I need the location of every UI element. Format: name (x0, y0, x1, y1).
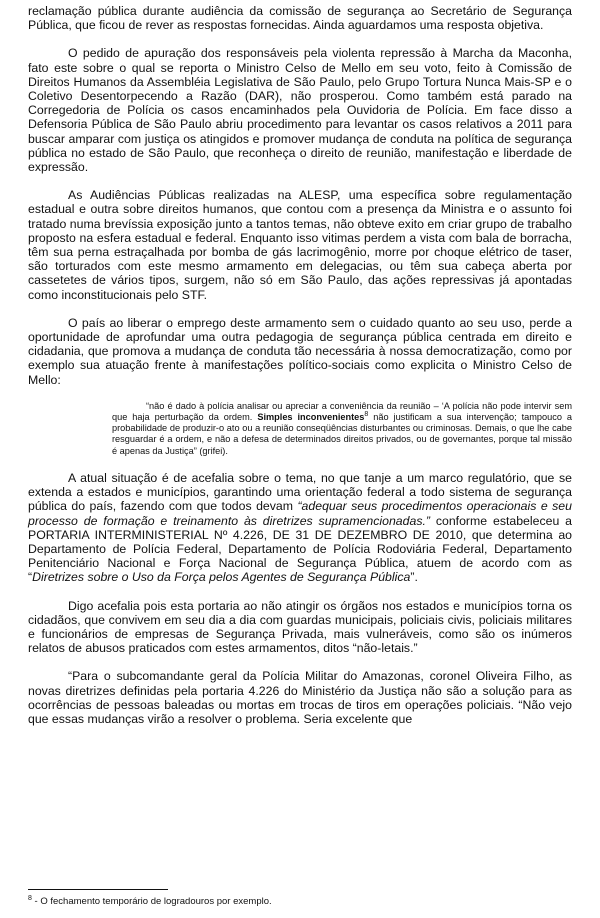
quote-footnote-ref: 8 (364, 411, 369, 419)
p5-text-c: ”. (410, 570, 418, 585)
block-quote (112, 401, 572, 457)
quote-bold: Simples inconvenientes (257, 412, 365, 423)
p5-text-b: conforme estabeleceu a PORTARIA INTERMINISTERIAL Nº 4.226, DE 31 DE DEZEMBRO DE 2010, que determina ao Departamento de Polícia Federal, Departamento de Polícia Rodoviária Federal, Departamento Penitenciário Nacional e Força Nacional de Segurança Pública, atuem de acordo com as “ (28, 513, 573, 585)
paragraph-3: As Audiências Públicas realizadas na ALESP, uma específica sobre regulamentação estadual e outra sobre direitos humanos, que contou com a presença da Ministra e o assunto foi tratado numa brevíssia exposição junto a tantos temas, não obteve exito em criar grupo de trabalho proposto na esfera estadual e federal. Enquanto isso vitimas perdem a vista com bala de borracha, têm sua perna estraçalhada por bomba de gás lacrimogênio, morre por choque elétrico de taser, são torturados com este mesmo armamento em delegacias, ou têm sua cabeça aberta por cassetetes de vários tipos, surgem, não só em São Paulo, das ações repressivas já apontadas como inconstitucionais pelo STF. (28, 188, 572, 302)
p5-italic-a: “adequar seus procedimentos operacionais e seu processo de formação e treinamento às diretrizes supramencionadas.” (28, 499, 572, 528)
footnote-number: 8 (28, 894, 32, 902)
footnote-divider (28, 889, 168, 890)
paragraph-7: “Para o subcomandante geral da Polícia Militar do Amazonas, coronel Oliveira Filho, as novas diretrizes definidas pela portaria 4.226 do Ministério da Justiça não são a solução para as ocorrências de pessoas baleadas ou mortas em trocas de tiros em operações policiais. “Não vejo que essas mudanças virão a resolver o problema. Seria excelente que (28, 669, 572, 726)
p5-text-a: A atual situação é de acefalia sobre o tema, no que tanje a um marco regulatório, que se extenda a estados e municípios, garantindo uma orientação federal a todo sistema de segurança pública do país, fazendo com que todos devam (28, 470, 572, 514)
quote-text-1: “não é dado à polícia analisar ou apreciar a conveniência da reunião – ‘A polícia não pode intervir sem que haja perturbação da ordem. (112, 400, 572, 423)
quote-text-2: não justificam a sua intervenção; tampouco a probabilidade de produzir-o ato ou a reunião conseqüências disturbantes ou criminosas. Demais, o que lhe cabe resguardar é a ordem, e não a defesa de determinados direitos privados, ou de governantes, porque tal missão é apenas da Justiça” (grifei). (112, 412, 573, 456)
footnote (28, 896, 272, 908)
paragraph-5 (28, 471, 572, 585)
paragraph-1: reclamação pública durante audiência da comissão de segurança ao Secretário de Segurança Pública, que ficou de rever as respostas fornecidas. Ainda aguardamos uma resposta objetiva. (28, 4, 572, 33)
paragraph-6: Digo acefalia pois esta portaria ao não atingir os órgãos nos estados e municípios torna os cidadãos, que convivem em seu dia a dia com guardas municipais, policiais civis, policiais militares e funcionários de empresas de Segurança Privada, mais vulneráveis, como são os inúmeros relatos de abusos praticados com estes armamentos, ditos “não-letais.” (28, 598, 572, 656)
paragraph-2: O pedido de apuração dos responsáveis pela violenta repressão à Marcha da Maconha, fato este sobre o qual se reporta o Ministro Celso de Mello em seu voto, feito à Comissão de Direitos Humanos da Assembléia Legislativa de São Paulo, pelo Grupo Tortura Nunca Mais-SP e o Coletivo Desentorpecendo a Razão (DAR), não prosperou. Como também está parado na Corregedoria de Polícia os casos encaminhados pela Ouvidoria de Polícia. Em face disso a Defensoria Pública de São Paulo abriu procedimento para levantar os casos relativos a 2011 para buscar amparar com justiça os atingidos e promover mudança de conduta na política de segurança pública no estado de São Paulo, que reconheça o direito de reunião, manifestação e liberdade de expressão. (28, 46, 572, 175)
footnote-text: - O fechamento temporário de logradouros por exemplo. (31, 896, 272, 907)
p5-italic-b: Diretrizes sobre o Uso da Força pelos Agentes de Segurança Pública (32, 570, 411, 585)
paragraph-4: O país ao liberar o emprego deste armamento sem o cuidado quanto ao seu uso, perde a oportunidade de aprofundar uma outra pedagogia de segurança pública centrada em direito e cidadania, que promova a mudança de conduta tão necessária à nossa democratização, como por exemplo sua atuação frente à manifestações político-sociais como explicita o Ministro Celso de Mello: (28, 315, 572, 387)
